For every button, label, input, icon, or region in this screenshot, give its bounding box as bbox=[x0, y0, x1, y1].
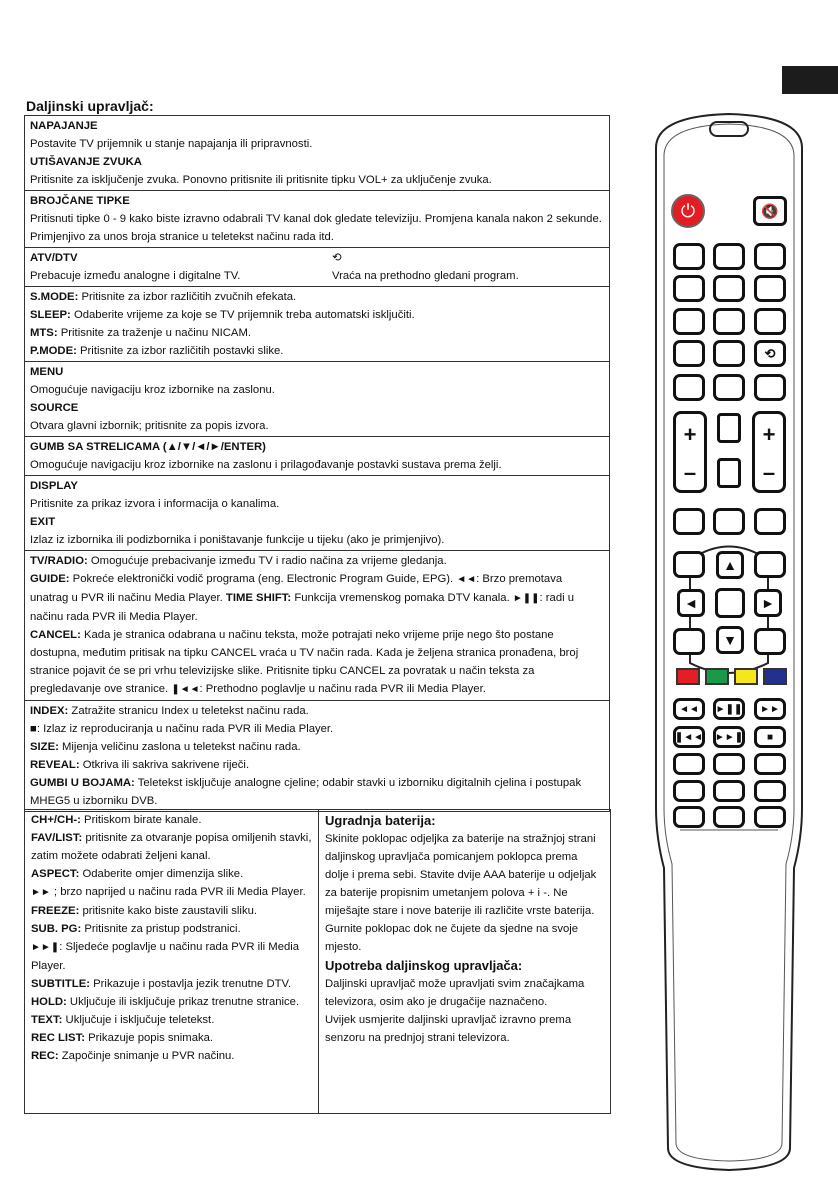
key bbox=[717, 413, 741, 443]
fast-forward-icon: ►► bbox=[31, 887, 51, 898]
yellow-key bbox=[734, 668, 758, 685]
ch-minus-icon: – bbox=[762, 460, 776, 485]
usage-text-2: Uvijek usmjerite daljinski upravljač izravno prema senzoru na prednjoj strani televizora. bbox=[325, 1014, 572, 1044]
battery-title: Ugradnja baterija: bbox=[325, 813, 436, 828]
up-arrow-icon: ▲ bbox=[723, 557, 737, 573]
key bbox=[673, 780, 705, 802]
text: Prikazuje popis snimaka. bbox=[84, 1032, 214, 1044]
text: Kada je stranica odabrana u načinu teksta, može potrajati neko vrijeme prije nego što postane dostupna, međutim pritisak na tipku CANCEL vraća u TV način rada. Kada je željena stranica pronađena, broj stranice pojavit će se pri vrhu televizijske slike. Pritisnite tipku CANCEL za povratak u način teksta za pregledavanje ove stranice. bbox=[30, 629, 579, 695]
section-text: Prebacuje između analogne i digitalne TV. bbox=[30, 270, 241, 282]
remote-illustration bbox=[644, 108, 814, 1172]
label: SIZE: bbox=[30, 741, 59, 753]
key bbox=[673, 340, 705, 367]
usage-text: Daljinski upravljač može upravljati svim značajkama televizora, osim ako je drugačije naznačeno. bbox=[325, 978, 585, 1008]
down-arrow-key bbox=[716, 626, 744, 654]
key bbox=[713, 340, 745, 367]
power-key bbox=[671, 194, 705, 228]
previous-chapter-icon: ❚◄◄ bbox=[674, 731, 704, 743]
text: : Prethodno poglavlje u načinu rada PVR ili Media Player. bbox=[199, 683, 486, 695]
left-column bbox=[25, 810, 319, 1114]
previous-chapter-icon: ❚◄◄ bbox=[171, 684, 200, 695]
power-icon: ⏻ bbox=[680, 200, 696, 221]
vol-plus-icon: + bbox=[683, 422, 697, 447]
label: INDEX: bbox=[30, 705, 69, 717]
ok-key bbox=[715, 588, 745, 618]
key bbox=[673, 374, 705, 401]
label: TEXT: bbox=[31, 1014, 63, 1026]
stop-icon: ■ bbox=[30, 723, 37, 735]
section-title: BROJČANE TIPKE bbox=[30, 195, 130, 207]
section-title: MENU bbox=[30, 366, 64, 378]
return-icon: ⟲ bbox=[764, 345, 776, 361]
page-heading: Daljinski upravljač: bbox=[26, 98, 154, 114]
play-pause-icon: ►❚❚ bbox=[715, 703, 743, 715]
mute-key bbox=[753, 196, 787, 226]
text: Omogućuje prebacivanje između TV i radio načina za vrijeme gledanja. bbox=[87, 555, 447, 567]
label: REC LIST: bbox=[31, 1032, 85, 1044]
section-title: SOURCE bbox=[30, 402, 79, 414]
remote-functions-table bbox=[24, 115, 610, 812]
section-text: Otvara glavni izbornik; pritisnite za popis izvora. bbox=[30, 420, 269, 432]
text: Pritisnite za izbor različitih zvučnih efekata. bbox=[78, 291, 297, 303]
text: Otkriva ili sakriva sakrivene riječi. bbox=[79, 759, 250, 771]
label: S.MODE: bbox=[30, 291, 79, 303]
section-text: Pritisnite za prikaz izvora i informacija o kanalima. bbox=[30, 498, 280, 510]
prev-chapter-key bbox=[673, 726, 705, 748]
label: MTS: bbox=[30, 327, 58, 339]
text: : Izlaz iz reproduciranja u načinu rada PVR ili Media Player. bbox=[36, 723, 334, 735]
text: Teletekst isključuje analogne cjeline; odabir stavki u izborniku digitalnih cjelina i postupak MHEG5 u izborniku DVB. bbox=[30, 777, 582, 807]
key bbox=[713, 806, 745, 828]
up-arrow-key bbox=[716, 551, 744, 579]
usage-title: Upotreba daljinskog upravljača: bbox=[325, 958, 523, 973]
key bbox=[673, 508, 705, 535]
recall-column bbox=[332, 249, 519, 285]
right-arrow-icon: ► bbox=[761, 595, 775, 611]
play-pause-key bbox=[713, 698, 745, 720]
key bbox=[713, 374, 745, 401]
mute-icon: 🔇 bbox=[761, 202, 779, 219]
blue-key bbox=[763, 668, 787, 685]
stop-icon: ■ bbox=[766, 731, 774, 743]
text: Zatražite stranicu Index u teletekst načinu rada. bbox=[68, 705, 309, 717]
section-title: NAPAJANJE bbox=[30, 120, 98, 132]
key bbox=[717, 458, 741, 488]
text: Pritisnite za traženje u načinu NICAM. bbox=[57, 327, 251, 339]
section-text: Izlaz iz izbornika ili podizbornika i poništavanje funkcije u tijeku (ako je primjenjivo). bbox=[30, 534, 445, 546]
table-row bbox=[25, 248, 610, 287]
section-text: Pritisnuti tipke 0 - 9 kako biste izravno odabrali TV kanal dok gledate televiziju. Promjena kanala nakon 2 sekunde. Primjenjivo za unos broja stranice u teletekst načinu rada itd. bbox=[30, 213, 602, 243]
key bbox=[673, 243, 705, 270]
text: Pokreće elektronički vodič programa (eng. Electronic Program Guide, EPG). bbox=[69, 573, 457, 585]
label: REVEAL: bbox=[30, 759, 80, 771]
key bbox=[754, 753, 786, 775]
label: HOLD: bbox=[31, 996, 67, 1008]
rewind-key bbox=[673, 698, 705, 720]
key bbox=[673, 275, 705, 302]
text: Pritiskom birate kanale. bbox=[80, 814, 202, 826]
key bbox=[754, 628, 786, 655]
section-title: EXIT bbox=[30, 516, 56, 528]
label: SUBTITLE: bbox=[31, 978, 90, 990]
text: Prikazuje i postavlja jezik trenutne DTV. bbox=[90, 978, 292, 990]
key bbox=[754, 806, 786, 828]
label: GUMBI U BOJAMA: bbox=[30, 777, 135, 789]
key bbox=[754, 275, 786, 302]
key bbox=[673, 753, 705, 775]
section-text: Omogućuje navigaciju kroz izbornike na zaslonu i prilagođavanje postavki sustava prema želji. bbox=[30, 459, 502, 471]
battery-text: Skinite poklopac odjeljka za baterije na stražnjoj strani daljinskog upravljača pomicanjem poklopca prema dolje i prema sebi. Stavite dvije AAA baterije u odjeljak za baterije propisnim umetanjem polova + i -. Ne miješajte stare i nove baterije ili različite vrste baterija. bbox=[325, 833, 597, 917]
key bbox=[713, 508, 745, 535]
section-title: ATV/DTV bbox=[30, 252, 78, 264]
section-text: Postavite TV prijemnik u stanje napajanja ili pripravnosti. bbox=[30, 138, 313, 150]
table-row bbox=[25, 191, 610, 248]
text: Uključuje ili isključuje prikaz trenutne stranice. bbox=[66, 996, 300, 1008]
return-icon: ⟲ bbox=[332, 252, 342, 264]
rewind-icon: ◄◄ bbox=[679, 703, 699, 715]
table-row bbox=[25, 701, 610, 812]
key bbox=[673, 551, 705, 578]
recall-key bbox=[754, 340, 786, 367]
text: : radi u načinu rada PVR ili Media Player. bbox=[30, 592, 575, 623]
red-key bbox=[676, 668, 700, 685]
label: TV/RADIO: bbox=[30, 555, 88, 567]
label: GUIDE: bbox=[30, 573, 70, 585]
table-row bbox=[25, 116, 610, 191]
left-arrow-icon: ◄ bbox=[684, 595, 698, 611]
next-chapter-icon: ►►❚ bbox=[31, 942, 60, 953]
table-row bbox=[25, 287, 610, 362]
right-arrow-key bbox=[754, 589, 782, 617]
right-column bbox=[319, 810, 611, 1114]
label: SLEEP: bbox=[30, 309, 71, 321]
label: CANCEL: bbox=[30, 629, 81, 641]
fast-forward-key bbox=[754, 698, 786, 720]
section-text: Omogućuje navigaciju kroz izbornike na zaslonu. bbox=[30, 384, 275, 396]
key bbox=[754, 551, 786, 578]
key bbox=[754, 243, 786, 270]
text: Funkcija vremenskog pomaka DTV kanala. bbox=[291, 592, 513, 604]
section-text: Vraća na prethodno gledani program. bbox=[332, 270, 519, 282]
label: P.MODE: bbox=[30, 345, 77, 357]
label: TIME SHIFT: bbox=[225, 592, 292, 604]
down-arrow-icon: ▼ bbox=[723, 632, 737, 648]
text: Odaberite vrijeme za koje se TV prijemnik treba automatski isključiti. bbox=[70, 309, 415, 321]
text: : Brzo premotava unatrag u PVR ili načinu Media Player. bbox=[30, 573, 563, 604]
vol-minus-icon: – bbox=[683, 460, 697, 485]
text: Započinje snimanje u PVR načinu. bbox=[58, 1050, 235, 1062]
table-row bbox=[25, 551, 610, 701]
key bbox=[673, 806, 705, 828]
text: : Sljedeće poglavlje u načinu rada PVR ili Media Player. bbox=[31, 941, 300, 972]
fast-forward-icon: ►► bbox=[760, 703, 780, 715]
next-chapter-icon: ►►❚ bbox=[714, 731, 744, 743]
remote-extra-table bbox=[24, 809, 611, 1114]
channel-rocker bbox=[752, 411, 786, 493]
label: ASPECT: bbox=[31, 868, 80, 880]
green-key bbox=[705, 668, 729, 685]
table-row bbox=[25, 476, 610, 551]
text: Pritisnite za izbor različitih postavki slike. bbox=[76, 345, 284, 357]
section-title: UTIŠAVANJE ZVUKA bbox=[30, 156, 142, 168]
stop-key bbox=[754, 726, 786, 748]
text: ; brzo naprijed u načinu rada PVR ili Media Player. bbox=[50, 886, 306, 898]
table-row bbox=[25, 362, 610, 437]
play-pause-icon: ►❚❚ bbox=[512, 593, 540, 604]
table-row bbox=[25, 810, 611, 1114]
label: FAV/LIST: bbox=[31, 832, 83, 844]
key bbox=[713, 243, 745, 270]
section-title: GUMB SA STRELICAMA (▲/▼/◄/►/ENTER) bbox=[30, 441, 266, 453]
key bbox=[673, 308, 705, 335]
key bbox=[754, 374, 786, 401]
ch-plus-icon: + bbox=[762, 422, 776, 447]
key bbox=[673, 628, 705, 655]
text: pritisnite kako biste zaustavili sliku. bbox=[79, 905, 258, 917]
text: Pritisnite za pristup podstranici. bbox=[81, 923, 241, 935]
next-chapter-key bbox=[713, 726, 745, 748]
key bbox=[713, 275, 745, 302]
key bbox=[713, 308, 745, 335]
atv-row bbox=[30, 249, 603, 285]
table-row bbox=[25, 437, 610, 476]
volume-rocker bbox=[673, 411, 707, 493]
battery-text-2: Gurnite poklopac dok ne čujete da sjedne na svoje mjesto. bbox=[325, 923, 579, 953]
key bbox=[713, 780, 745, 802]
key bbox=[754, 308, 786, 335]
text: pritisnite za otvaranje popisa omiljenih stavki, zatim možete odabrati željeni kanal. bbox=[31, 832, 312, 862]
left-arrow-key bbox=[677, 589, 705, 617]
section-title: DISPLAY bbox=[30, 480, 78, 492]
rewind-icon: ◄◄ bbox=[456, 574, 477, 585]
text: Mijenja veličinu zaslona u teletekst načinu rada. bbox=[58, 741, 301, 753]
section-text: Pritisnite za isključenje zvuka. Ponovno pritisnite ili pritisnite tipku VOL+ za uključenje zvuka. bbox=[30, 174, 492, 186]
page-tab-marker bbox=[782, 66, 838, 94]
label: REC: bbox=[31, 1050, 59, 1062]
label: CH+/CH-: bbox=[31, 814, 81, 826]
key bbox=[754, 780, 786, 802]
text: Uključuje i isključuje teletekst. bbox=[62, 1014, 215, 1026]
key bbox=[713, 753, 745, 775]
label: SUB. PG: bbox=[31, 923, 82, 935]
label: FREEZE: bbox=[31, 905, 80, 917]
key bbox=[754, 508, 786, 535]
text: Odaberite omjer dimenzija slike. bbox=[79, 868, 244, 880]
